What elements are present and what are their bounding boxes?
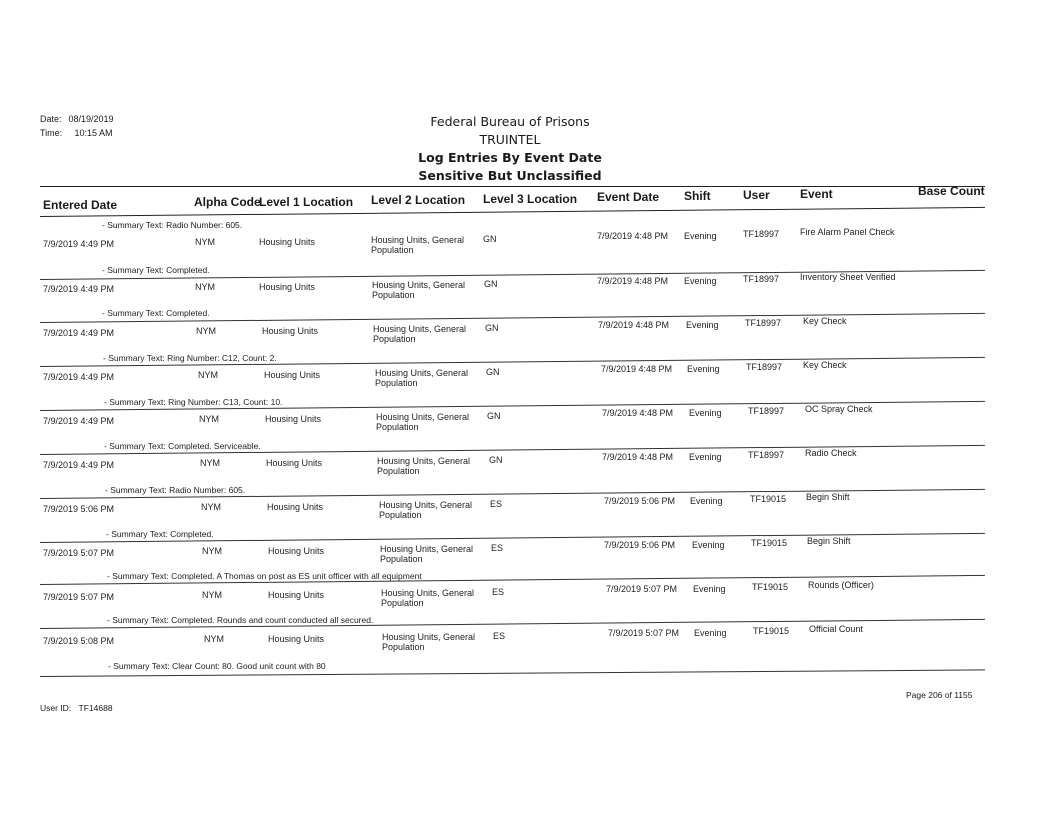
first-summary-text: - Summary Text: Radio Number: 605. bbox=[102, 220, 243, 230]
summary-text: - Summary Text: Completed. bbox=[106, 529, 214, 539]
col-base-count: Base Count bbox=[918, 184, 985, 198]
shift: Evening bbox=[686, 320, 719, 330]
entered-date: 7/9/2019 5:06 PM bbox=[43, 504, 115, 514]
user-id bbox=[40, 703, 113, 713]
event-date: 7/9/2019 4:48 PM bbox=[598, 320, 670, 330]
col-level2: Level 2 Location bbox=[371, 193, 466, 207]
level2-location: Housing Units, General Population bbox=[381, 588, 475, 608]
log-entry-row bbox=[0, 274, 1056, 318]
event: Begin Shift bbox=[806, 492, 850, 502]
alpha-code: NYM bbox=[202, 546, 222, 556]
col-level1: Level 1 Location bbox=[259, 195, 354, 209]
event: Official Count bbox=[809, 624, 863, 634]
event: Fire Alarm Panel Check bbox=[800, 227, 895, 237]
classification: Sensitive But Unclassified bbox=[418, 168, 602, 183]
level1-location: Housing Units bbox=[259, 282, 316, 292]
log-entry-row bbox=[0, 406, 1056, 450]
summary-text: - Summary Text: Completed. Rounds and count conducted all secured. bbox=[107, 615, 374, 625]
report-date bbox=[40, 114, 114, 124]
alpha-code: NYM bbox=[204, 634, 224, 644]
level1-location: Housing Units bbox=[268, 590, 325, 600]
level1-location: Housing Units bbox=[268, 634, 325, 644]
alpha-code: NYM bbox=[199, 414, 219, 424]
user: TF19015 bbox=[752, 582, 789, 592]
alpha-code: NYM bbox=[201, 502, 221, 512]
summary-text: - Summary Text: Completed. Serviceable. bbox=[104, 441, 261, 451]
shift: Evening bbox=[689, 452, 722, 462]
level1-location: Housing Units bbox=[259, 237, 316, 247]
shift: Evening bbox=[694, 628, 727, 638]
log-entry-row bbox=[0, 450, 1056, 494]
event: Begin Shift bbox=[807, 536, 851, 546]
user: TF18997 bbox=[748, 450, 785, 460]
level3-location: ES bbox=[493, 631, 506, 641]
shift: Evening bbox=[692, 540, 725, 550]
user: TF18997 bbox=[746, 362, 783, 372]
summary-text: - Summary Text: Completed. A Thomas on post as ES unit officer with all equipment bbox=[107, 571, 422, 581]
user: TF18997 bbox=[748, 406, 785, 416]
header-bottom-rule bbox=[40, 207, 985, 217]
level1-location: Housing Units bbox=[266, 458, 323, 468]
entered-date: 7/9/2019 5:07 PM bbox=[43, 592, 115, 602]
event-date: 7/9/2019 4:48 PM bbox=[597, 231, 669, 241]
date-value: 08/19/2019 bbox=[68, 114, 114, 124]
entered-date: 7/9/2019 4:49 PM bbox=[43, 372, 115, 382]
alpha-code: NYM bbox=[195, 237, 215, 247]
time-value: 10:15 AM bbox=[74, 128, 113, 138]
level3-location: GN bbox=[485, 323, 499, 333]
level1-location: Housing Units bbox=[262, 326, 319, 336]
level3-location: ES bbox=[492, 587, 505, 597]
shift: Evening bbox=[684, 231, 717, 241]
summary-text: - Summary Text: Ring Number: C13, Count: 10. bbox=[104, 397, 283, 407]
col-entered-date: Entered Date bbox=[43, 198, 118, 212]
user: TF18997 bbox=[743, 274, 780, 284]
summary-text: - Summary Text: Radio Number: 605. bbox=[105, 485, 246, 495]
col-event-date: Event Date bbox=[597, 190, 660, 204]
alpha-code: NYM bbox=[202, 590, 222, 600]
page-number: Page 206 of 1155 bbox=[906, 690, 973, 700]
summary-text: - Summary Text: Completed. bbox=[102, 308, 210, 318]
shift: Evening bbox=[690, 496, 723, 506]
date-label: Date: bbox=[40, 114, 62, 124]
user: TF18997 bbox=[745, 318, 782, 328]
event-date: 7/9/2019 4:48 PM bbox=[601, 364, 673, 374]
user: TF19015 bbox=[753, 626, 790, 636]
col-user: User bbox=[743, 188, 770, 202]
event-date: 7/9/2019 4:48 PM bbox=[602, 452, 674, 462]
user: TF19015 bbox=[750, 494, 787, 504]
report-title bbox=[380, 113, 640, 185]
log-entry-row bbox=[0, 229, 1056, 273]
level3-location: GN bbox=[486, 367, 500, 377]
time-label: Time: bbox=[40, 128, 63, 138]
level2-location: Housing Units, General Population bbox=[372, 280, 466, 300]
level2-location: Housing Units, General Population bbox=[375, 368, 469, 388]
user-id-label: User ID: bbox=[40, 703, 72, 713]
event-date: 7/9/2019 5:06 PM bbox=[604, 540, 676, 550]
level1-location: Housing Units bbox=[265, 414, 322, 424]
system-name: TRUINTEL bbox=[479, 132, 541, 147]
agency-name: Federal Bureau of Prisons bbox=[430, 114, 590, 129]
level3-location: ES bbox=[491, 543, 504, 553]
col-alpha-code: Alpha Code bbox=[194, 195, 261, 209]
event-date: 7/9/2019 4:48 PM bbox=[602, 408, 674, 418]
level1-location: Housing Units bbox=[264, 370, 321, 380]
shift: Evening bbox=[684, 276, 717, 286]
shift: Evening bbox=[689, 408, 722, 418]
log-entry-row bbox=[0, 538, 1056, 582]
user-id-value: TF14688 bbox=[78, 703, 113, 713]
event-date: 7/9/2019 5:06 PM bbox=[604, 496, 676, 506]
event: Key Check bbox=[803, 360, 847, 370]
entered-date: 7/9/2019 4:49 PM bbox=[43, 460, 115, 470]
level2-location: Housing Units, General Population bbox=[377, 456, 471, 476]
col-event: Event bbox=[800, 187, 833, 201]
event: Inventory Sheet Verified bbox=[800, 272, 896, 282]
entered-date: 7/9/2019 5:07 PM bbox=[43, 548, 115, 558]
level2-location: Housing Units, General Population bbox=[379, 500, 473, 520]
user: TF19015 bbox=[751, 538, 788, 548]
user: TF18997 bbox=[743, 229, 780, 239]
level2-location: Housing Units, General Population bbox=[371, 235, 465, 255]
entered-date: 7/9/2019 5:08 PM bbox=[43, 636, 115, 646]
report-name: Log Entries By Event Date bbox=[418, 150, 602, 165]
col-shift: Shift bbox=[684, 189, 711, 203]
level3-location: ES bbox=[490, 499, 503, 509]
log-entry-row bbox=[0, 494, 1056, 538]
log-entry-row bbox=[0, 362, 1056, 406]
summary-text: - Summary Text: Clear Count: 80. Good unit count with 80 bbox=[108, 661, 326, 671]
alpha-code: NYM bbox=[195, 282, 215, 292]
shift: Evening bbox=[687, 364, 720, 374]
event: Rounds (Officer) bbox=[808, 580, 874, 590]
level3-location: GN bbox=[483, 234, 497, 244]
event: Radio Check bbox=[805, 448, 857, 458]
level3-location: GN bbox=[489, 455, 503, 465]
alpha-code: NYM bbox=[196, 326, 216, 336]
shift: Evening bbox=[693, 584, 726, 594]
event-date: 7/9/2019 4:48 PM bbox=[597, 276, 669, 286]
event-date: 7/9/2019 5:07 PM bbox=[606, 584, 678, 594]
level2-location: Housing Units, General Population bbox=[376, 412, 470, 432]
log-entry-row bbox=[0, 582, 1056, 626]
col-level3: Level 3 Location bbox=[483, 192, 578, 206]
report-time bbox=[40, 128, 113, 138]
event: Key Check bbox=[803, 316, 847, 326]
event-date: 7/9/2019 5:07 PM bbox=[608, 628, 680, 638]
entered-date: 7/9/2019 4:49 PM bbox=[43, 239, 115, 249]
entered-date: 7/9/2019 4:49 PM bbox=[43, 284, 115, 294]
alpha-code: NYM bbox=[200, 458, 220, 468]
level2-location: Housing Units, General Population bbox=[380, 544, 474, 564]
summary-text: - Summary Text: Completed. bbox=[102, 265, 210, 275]
level3-location: GN bbox=[487, 411, 501, 421]
event: OC Spray Check bbox=[805, 404, 873, 414]
entered-date: 7/9/2019 4:49 PM bbox=[43, 328, 115, 338]
header-top-rule bbox=[40, 186, 985, 187]
log-entry-row bbox=[0, 626, 1056, 670]
summary-text: - Summary Text: Ring Number: C12, Count: 2. bbox=[103, 353, 277, 363]
level3-location: GN bbox=[484, 279, 498, 289]
level1-location: Housing Units bbox=[267, 502, 324, 512]
level2-location: Housing Units, General Population bbox=[373, 324, 467, 344]
log-entry-row bbox=[0, 318, 1056, 362]
level2-location: Housing Units, General Population bbox=[382, 632, 476, 652]
alpha-code: NYM bbox=[198, 370, 218, 380]
level1-location: Housing Units bbox=[268, 546, 325, 556]
entered-date: 7/9/2019 4:49 PM bbox=[43, 416, 115, 426]
